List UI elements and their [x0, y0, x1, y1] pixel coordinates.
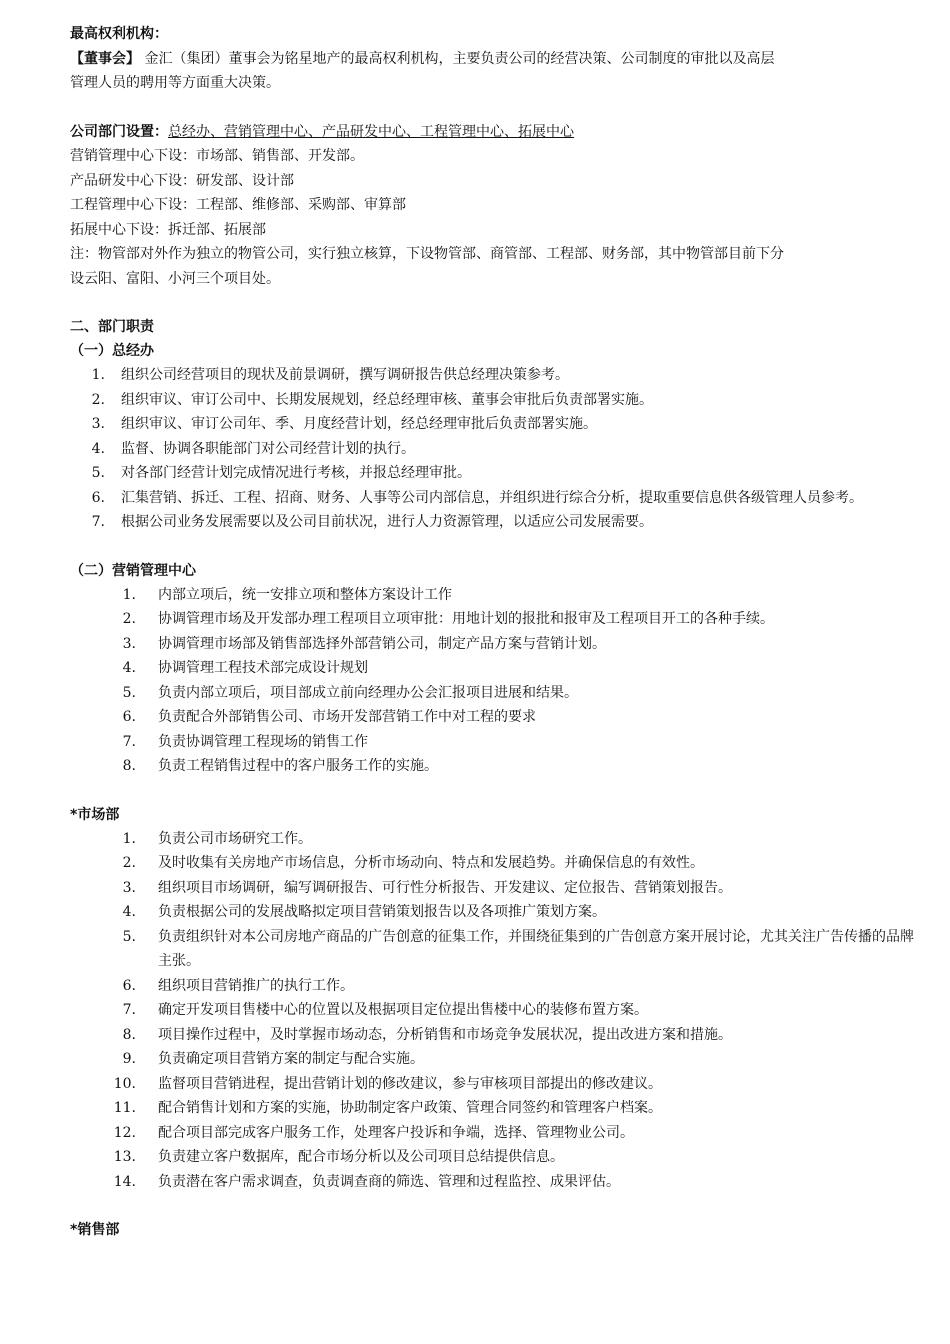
item-text: 组织公司经营项目的现状及前景调研，撰写调研报告供总经理决策参考。: [121, 367, 569, 383]
subsection-title-sales-dept: *销售部: [70, 1222, 120, 1238]
item-number: 3.: [122, 879, 136, 896]
item-number: 2.: [122, 855, 136, 871]
item-number: 8.: [122, 758, 136, 774]
item-text: 项目操作过程中，及时掌握市场动态，分析销售和市场竞争发展状况，提出改进方案和措施。: [158, 1026, 732, 1043]
item-text: 监督项目营销进程，提出营销计划的修改建议，参与审核项目部提出的修改建议。: [158, 1075, 662, 1092]
subsection-title-gm: （一）总经办: [70, 343, 154, 359]
item-text: 协调管理工程技术部完成设计规划: [158, 660, 368, 676]
dept-setup-label: 公司部门设置：: [70, 123, 168, 140]
list-item: [70, 412, 926, 437]
item-number: 2.: [122, 611, 136, 627]
list-item: [70, 1072, 926, 1097]
item-text: 组织项目市场调研，编写调研报告、可行性分析报告、开发建议、定位报告、营销策划报告。: [158, 879, 732, 896]
item-number: 7.: [122, 1002, 136, 1018]
item-text: 负责建立客户数据库，配合市场分析以及公司项目总结提供信息。: [158, 1149, 564, 1165]
item-number: 4.: [91, 440, 105, 457]
list-item: [70, 1145, 926, 1170]
item-number: 6.: [122, 977, 136, 994]
list-item: [70, 437, 926, 462]
item-number: 10.: [113, 1075, 136, 1092]
list-item: [70, 656, 926, 681]
subsection-title-marketing: （二）营销管理中心: [70, 562, 196, 579]
item-number: 4.: [122, 904, 136, 920]
board-paragraph: [70, 47, 926, 72]
list-item: [70, 486, 926, 511]
item-text: 组织项目营销推广的执行工作。: [158, 977, 354, 994]
dept-note: 注：物管部对外作为独立的物管公司，实行独立核算，下设物管部、商管部、工程部、财务部，其中物管部目前下分: [70, 246, 784, 262]
item-text: 及时收集有关房地产市场信息，分析市场动向、特点和发展趋势。并确保信息的有效性。: [158, 855, 704, 871]
item-text: 负责配合外部销售公司、市场开发部营销工作中对工程的要求: [158, 709, 536, 725]
subsection-title-market-dept: *市场部: [70, 806, 120, 823]
item-number: 7.: [91, 514, 105, 530]
list-item: [70, 1047, 926, 1072]
list-item: [70, 632, 926, 657]
item-number: 7.: [122, 733, 136, 750]
item-text: 协调管理市场部及销售部选择外部营销公司，制定产品方案与营销计划。: [158, 635, 606, 652]
item-number: 6.: [122, 709, 136, 725]
item-number: 9.: [122, 1051, 136, 1067]
list-item: [70, 681, 926, 706]
document-page: [70, 22, 926, 1242]
dept-note-continued: 设云阳、富阳、小河三个项目处。: [70, 270, 280, 287]
list-item: [70, 1023, 926, 1048]
list-item: [70, 510, 926, 535]
list-item: [70, 925, 926, 974]
item-text: 组织审议、审订公司中、长期发展规划，经总经理审核、董事会审批后负责部署实施。: [121, 391, 653, 408]
list-item: [70, 363, 926, 388]
item-text: 协调管理市场及开发部办理工程项目立项审批：用地计划的报批和报审及工程项目开工的各种手续。: [158, 611, 774, 627]
item-number: 13.: [113, 1149, 136, 1165]
item-number: 3.: [122, 635, 136, 652]
market-dept-duties-list: [70, 827, 926, 1195]
item-text: 负责根据公司的发展战略拟定项目营销策划报告以及各项推广策划方案。: [158, 904, 606, 920]
item-text: 组织审议、审订公司年、季、月度经营计划，经总经理审批后负责部署实施。: [121, 416, 597, 432]
item-text: 负责工程销售过程中的客户服务工作的实施。: [158, 758, 438, 774]
item-text: 对各部门经营计划完成情况进行考核，并报总经理审批。: [121, 465, 471, 481]
list-item: [70, 705, 926, 730]
item-text: 负责内部立项后，项目部成立前向经理办公会汇报项目进展和结果。: [158, 684, 578, 701]
item-text: 负责组织针对本公司房地产商品的广告创意的征集工作，并围绕征集到的广告创意方案开展讨论，尤其关注广告传播的品牌主张。: [158, 928, 914, 969]
item-text: 确定开发项目售楼中心的位置以及根据项目定位提出售楼中心的装修布置方案。: [158, 1002, 648, 1018]
list-item: [70, 583, 926, 608]
list-item: [70, 900, 926, 925]
item-text: 负责公司市场研究工作。: [158, 830, 312, 847]
item-number: 1.: [122, 586, 136, 603]
item-text: 监督、协调各职能部门对公司经营计划的执行。: [121, 440, 415, 457]
list-item: [70, 1170, 926, 1195]
list-item: [70, 388, 926, 413]
item-number: 11.: [113, 1100, 136, 1116]
item-text: 负责潜在客户需求调查，负责调查商的筛选、管理和过程监控、成果评估。: [158, 1173, 620, 1190]
item-number: 5.: [122, 928, 136, 945]
item-text: 内部立项后，统一安排立项和整体方案设计工作: [158, 586, 452, 603]
item-number: 14.: [113, 1173, 136, 1190]
list-item: [70, 1096, 926, 1121]
dept-line: 工程管理中心下设：工程部、维修部、采购部、审算部: [70, 197, 406, 213]
item-text: 配合项目部完成客户服务工作，处理客户投诉和争端，选择、管理物业公司。: [158, 1124, 634, 1141]
list-item: [70, 1121, 926, 1146]
list-item: [70, 851, 926, 876]
board-text-continued: 管理人员的聘用等方面重大决策。: [70, 75, 280, 91]
list-item: [70, 607, 926, 632]
item-text: 汇集营销、拆迁、工程、招商、财务、人事等公司内部信息，并组织进行综合分析，提取重要信息供各级管理人员参考。: [121, 489, 863, 506]
item-text: 根据公司业务发展需要以及公司目前状况，进行人力资源管理，以适应公司发展需要。: [121, 514, 653, 530]
marketing-duties-list: [70, 583, 926, 779]
item-text: 负责协调管理工程现场的销售工作: [158, 733, 368, 750]
dept-line: 产品研发中心下设：研发部、设计部: [70, 172, 294, 189]
item-number: 6.: [91, 489, 105, 506]
dept-line: 营销管理中心下设：市场部、销售部、开发部。: [70, 148, 364, 164]
item-number: 3.: [91, 416, 105, 432]
list-item: [70, 730, 926, 755]
section-title: 二、部门职责: [70, 319, 154, 335]
list-item: [70, 754, 926, 779]
item-number: 1.: [91, 367, 105, 383]
list-item: [70, 974, 926, 999]
list-item: [70, 998, 926, 1023]
item-number: 5.: [91, 465, 105, 481]
item-number: 4.: [122, 660, 136, 676]
item-number: 8.: [122, 1026, 136, 1043]
board-text: 金汇（集团）董事会为铭星地产的最高权利机构，主要负责公司的经营决策、公司制度的审批以及高层: [144, 50, 775, 67]
board-label: 【董事会】: [70, 50, 140, 67]
top-heading: 最高权利机构：: [70, 26, 168, 42]
item-text: 配合销售计划和方案的实施，协助制定客户政策、管理合同签约和管理客户档案。: [158, 1100, 662, 1116]
dept-line: 拓展中心下设：拆迁部、拓展部: [70, 221, 266, 238]
item-number: 2.: [91, 391, 105, 408]
dept-setup: [70, 120, 926, 145]
item-number: 12.: [113, 1124, 136, 1141]
dept-setup-value: 总经办、营销管理中心、产品研发中心、工程管理中心、拓展中心: [168, 123, 574, 140]
item-number: 1.: [122, 830, 136, 847]
list-item: [70, 876, 926, 901]
list-item: [70, 461, 926, 486]
item-number: 5.: [122, 684, 136, 701]
list-item: [70, 827, 926, 852]
item-text: 负责确定项目营销方案的制定与配合实施。: [158, 1051, 424, 1067]
gm-duties-list: [70, 363, 926, 535]
